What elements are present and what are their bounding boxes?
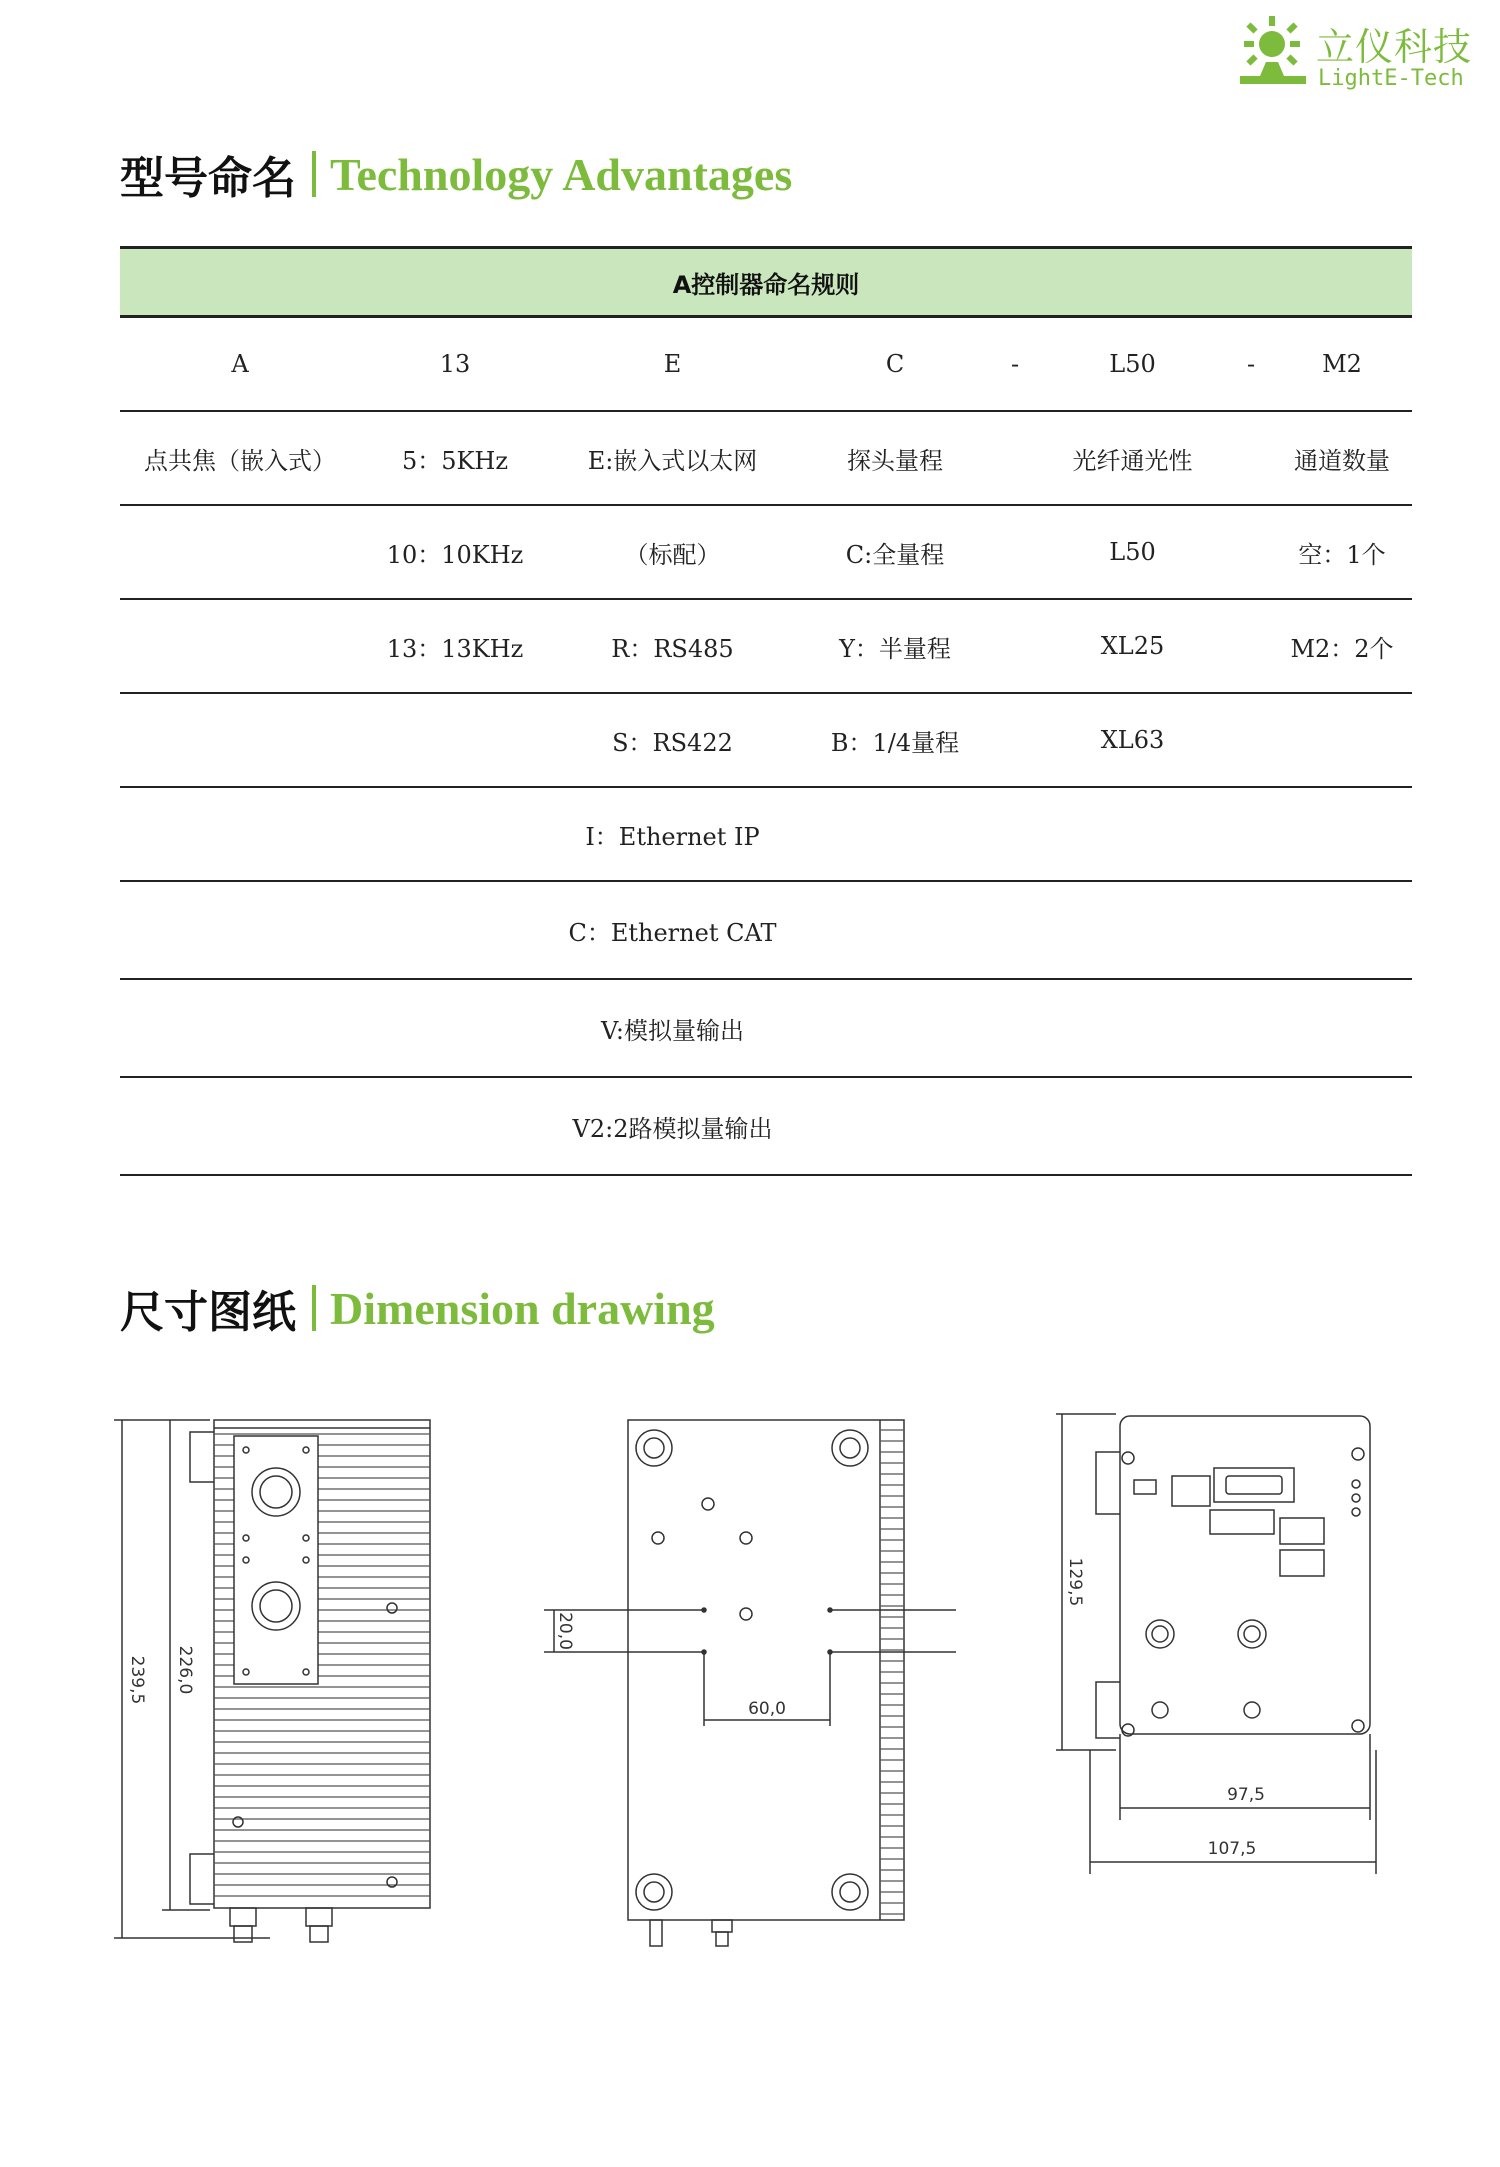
table-cell: -	[1010, 350, 1020, 378]
section-heading-model-naming	[120, 144, 792, 204]
table-cell: S：RS422	[612, 728, 733, 757]
table-row	[120, 788, 1412, 882]
table-row	[120, 1078, 1412, 1176]
table-row	[120, 506, 1412, 600]
table-row-code	[120, 318, 1412, 412]
table-cell: 13	[439, 350, 471, 378]
table-cell: Y：半量程	[839, 634, 951, 663]
table-cell: 探头量程	[847, 446, 943, 475]
table-row	[120, 882, 1412, 980]
heading-divider	[312, 151, 316, 197]
table-cell: 5：5KHz	[401, 446, 509, 475]
section-title-cn: 尺寸图纸	[120, 1287, 296, 1338]
dim-label-outer-height: 239,5	[127, 1655, 147, 1705]
heading-divider	[312, 1285, 316, 1331]
table-header: A控制器命名规则	[120, 249, 1412, 318]
logo-english-name: LightE-Tech	[1318, 66, 1464, 91]
logo-chinese-name: 立仪科技	[1316, 25, 1473, 69]
table-cell: M2	[1322, 350, 1362, 378]
table-row	[120, 412, 1412, 506]
section-title-en: Dimension drawing	[330, 1282, 715, 1334]
table-cell: V:模拟量输出	[600, 1016, 744, 1045]
dim-label-hole-spacing-vertical: 20,0	[555, 1612, 575, 1650]
dim-label-panel-width-outer: 107,5	[1207, 1839, 1257, 1859]
section-heading-dimension-drawing	[120, 1278, 715, 1338]
table-cell: 光纤通光性	[1072, 446, 1193, 475]
table-row	[120, 600, 1412, 694]
table-cell: R：RS485	[611, 634, 734, 663]
section-title-cn: 型号命名	[120, 153, 296, 204]
table-cell: 13：13KHz	[386, 634, 524, 663]
company-logo	[1238, 14, 1478, 94]
front-view-drawing	[1046, 1404, 1386, 1888]
table-cell: E	[663, 350, 682, 378]
table-cell: XL63	[1100, 726, 1165, 754]
table-cell: XL25	[1100, 632, 1165, 660]
table-cell: L50	[1109, 350, 1156, 378]
table-cell: V2:2路模拟量输出	[572, 1114, 773, 1143]
table-cell: C:全量程	[845, 540, 945, 569]
table-cell: 10：10KHz	[386, 540, 524, 569]
table-cell: M2：2个	[1290, 634, 1394, 663]
table-cell: C：Ethernet CAT	[568, 918, 777, 947]
logo-sun-icon	[1238, 14, 1310, 90]
table-cell: 通道数量	[1294, 446, 1390, 475]
table-row	[120, 694, 1412, 788]
table-cell: I：Ethernet IP	[585, 822, 760, 851]
table-cell: -	[1246, 350, 1256, 378]
naming-rules-table	[120, 246, 1412, 1176]
table-row	[120, 980, 1412, 1078]
table-cell: C	[885, 350, 905, 378]
dim-label-panel-width-inner: 97,5	[1227, 1785, 1265, 1805]
dim-label-hole-spacing-horizontal: 60,0	[748, 1699, 786, 1719]
side-view-drawing	[110, 1410, 440, 1954]
table-cell: L50	[1109, 538, 1156, 566]
bottom-view-drawing	[536, 1410, 976, 1954]
dim-label-inner-height: 226,0	[175, 1645, 195, 1695]
table-cell: 空：1个	[1298, 540, 1386, 569]
section-title-en: Technology Advantages	[330, 148, 793, 200]
table-cell: E:嵌入式以太网	[587, 446, 758, 475]
table-cell: B：1/4量程	[830, 728, 960, 757]
table-cell: A	[231, 350, 249, 378]
table-cell: （标配）	[624, 540, 721, 569]
table-cell: 点共焦（嵌入式）	[144, 446, 336, 475]
dim-label-panel-height: 129,5	[1065, 1557, 1085, 1607]
